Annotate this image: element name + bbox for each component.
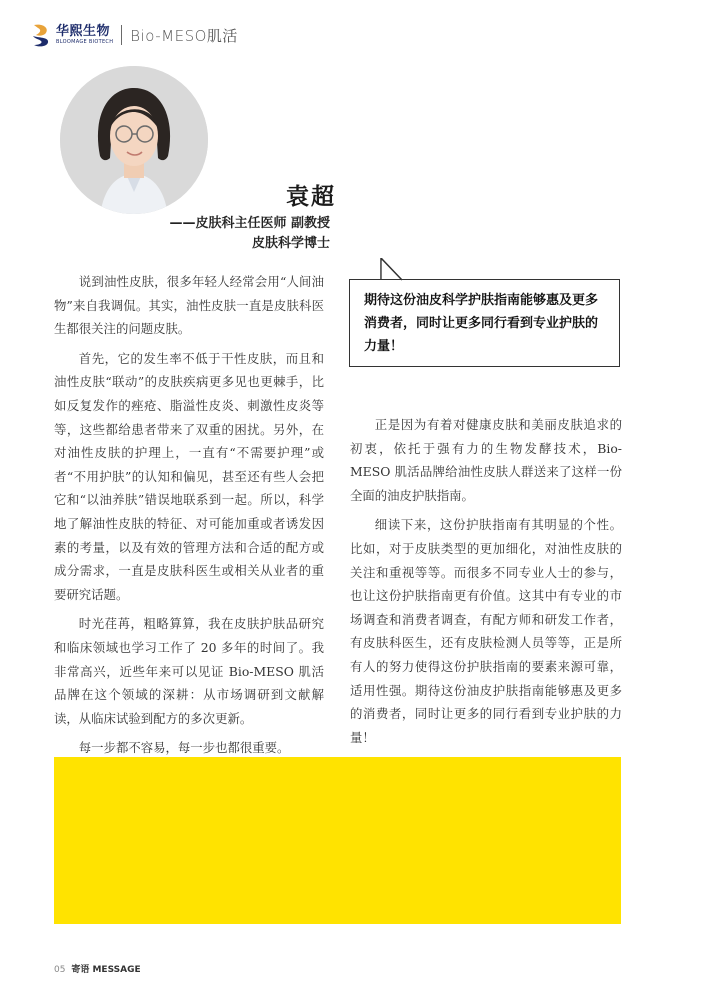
page-number: 05 <box>54 965 66 975</box>
paragraph: 正是因为有着对健康皮肤和美丽皮肤追求的初衷，依托于强有力的生物发酵技术，Bio-MESO 肌活品牌给油性皮肤人群送来了这样一份全面的油皮护肤指南。 <box>350 417 622 503</box>
company-name-cn: 华熙生物 <box>56 23 111 39</box>
pull-quote-text: 期待这份油皮科学护肤指南能够惠及更多消费者，同时让更多同行看到专业护肤的力量！ <box>364 293 599 354</box>
left-column <box>54 270 324 766</box>
yellow-color-block <box>54 757 621 924</box>
author-portrait <box>60 66 208 214</box>
brand-name: Bio-MESO肌活 <box>130 26 238 45</box>
author-degree: 皮肤科学博士 <box>251 236 330 251</box>
author-title: ——皮肤科主任医师 副教授 <box>169 216 330 231</box>
pull-quote-box <box>349 279 620 367</box>
section-title: 寄语 MESSAGE <box>71 965 141 975</box>
paragraph: 细读下来，这份护肤指南有其明显的个性。比如，对于皮肤类型的更加细化，对油性皮肤的关注和重视等等。而很多不同专业人士的参与，也让这份护肤指南更有价值。这其中有专业的市场调查和消费者调查，有配方师和研发工作者，有皮肤科医生，还有皮肤检测人员等等，正是所有人的努力使得这份护肤指南的要素来源可靠，适用性强。期待这份油皮护肤指南能够惠及更多的消费者，同时让更多的同行看到专业护肤的力量！ <box>350 517 622 745</box>
right-column <box>350 413 622 755</box>
footer <box>54 962 141 975</box>
paragraph: 说到油性皮肤，很多年轻人经常会用“人间油物”来自我调侃。其实，油性皮肤一直是皮肤科医生都很关注的问题皮肤。 <box>54 274 324 337</box>
company-logo-text <box>56 25 113 46</box>
header <box>30 18 238 52</box>
paragraph: 每一步都不容易，每一步也都很重要。 <box>78 740 290 756</box>
paragraph: 首先，它的发生率不低于干性皮肤，而且和油性皮肤“联动”的皮肤疾病更多见也更棘手，比如反复发作的痤疮、脂溢性皮炎、刺激性皮炎等等，这些都给患者带来了双重的困扰。另外，在对油性皮肤的护理上，一直有“不需要护理”或者“不用护肤”的认知和偏见，甚至还有些人会把它和“以油养肤”错误地联系到一起。所以，科学地了解油性皮肤的特征、对可能加重或者诱发因素的考量，以及有效的管理方法和合适的配方或成分需求，一直是皮肤科医生或相关从业者的重要研究话题。 <box>54 350 324 602</box>
header-divider <box>121 25 122 45</box>
company-name-en: BLOOMAGE BIOTECH <box>56 38 114 45</box>
author-name: 袁超 <box>286 184 336 210</box>
bloomage-logo-icon <box>30 22 52 48</box>
paragraph: 时光荏苒，粗略算算，我在皮肤护肤品研究和临床领域也学习工作了 20 多年的时间了。我非常高兴，近些年来可以见证 Bio-MESO 肌活品牌在这个领域的深耕：从市场调研到文献解读，从临床试验到配方的多次更新。 <box>54 616 324 726</box>
